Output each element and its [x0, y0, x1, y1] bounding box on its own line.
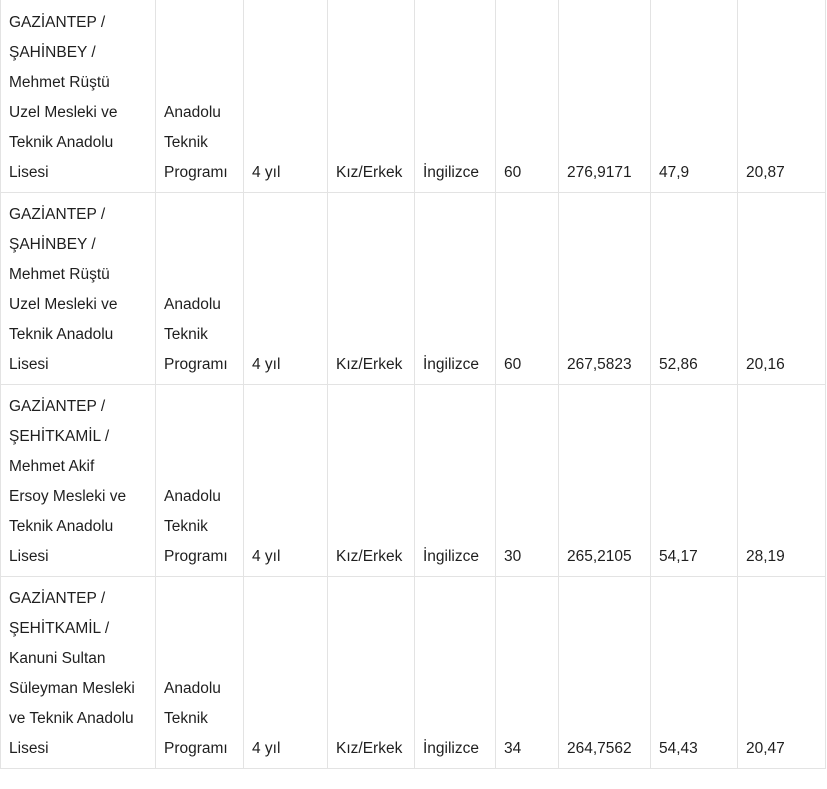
score-cell: 265,2105 [559, 384, 651, 576]
program-type-line: Anadolu [164, 103, 221, 121]
program-type-line: Teknik [164, 517, 208, 535]
program-type-line: Programı [164, 547, 228, 565]
quota-cell: 30 [496, 384, 559, 576]
program-type-line: Programı [164, 739, 228, 757]
program-type-line: Teknik [164, 325, 208, 343]
program-type-line: Programı [164, 355, 228, 373]
quota-cell: 34 [496, 576, 559, 768]
language-cell: İngilizce [415, 0, 496, 192]
school-name-line: GAZİANTEP / [9, 589, 106, 607]
language-cell: İngilizce [415, 192, 496, 384]
program-type-line: Teknik [164, 133, 208, 151]
school-name-line: ŞAHİNBEY / [9, 235, 96, 253]
school-name-line: Lisesi [9, 547, 49, 565]
school-name-line: Lisesi [9, 163, 49, 181]
percentile-cell: 52,86 [651, 192, 738, 384]
language-cell: İngilizce [415, 384, 496, 576]
language-cell: İngilizce [415, 576, 496, 768]
value-cell: 28,19 [738, 384, 826, 576]
school-name-line: Kanuni Sultan [9, 649, 106, 667]
percentile-cell: 47,9 [651, 0, 738, 192]
gender-cell: Kız/Erkek [328, 0, 415, 192]
table-row [1, 0, 826, 192]
value-cell: 20,16 [738, 192, 826, 384]
score-cell: 267,5823 [559, 192, 651, 384]
quota-cell: 60 [496, 192, 559, 384]
program-type-line: Anadolu [164, 487, 221, 505]
gender-cell: Kız/Erkek [328, 192, 415, 384]
school-name-line: Mehmet Rüştü [9, 73, 110, 91]
school-name-line: Uzel Mesleki ve [9, 295, 118, 313]
gender-cell: Kız/Erkek [328, 384, 415, 576]
duration-cell: 4 yıl [244, 192, 328, 384]
school-name-line: ŞAHİNBEY / [9, 43, 96, 61]
school-name-line: Ersoy Mesleki ve [9, 487, 127, 505]
school-name-line: ŞEHİTKAMİL / [9, 619, 110, 637]
school-name-line: GAZİANTEP / [9, 13, 106, 31]
school-name-cell [1, 576, 156, 768]
program-type-line: Anadolu [164, 679, 221, 697]
program-type-line: Programı [164, 163, 228, 181]
school-name-cell [1, 192, 156, 384]
school-name-line: Teknik Anadolu [9, 325, 114, 343]
school-name-line: ve Teknik Anadolu [9, 709, 134, 727]
percentile-cell: 54,43 [651, 576, 738, 768]
school-name-cell [1, 0, 156, 192]
school-name-line: Lisesi [9, 355, 49, 373]
program-type-cell [156, 384, 244, 576]
program-type-cell [156, 0, 244, 192]
school-name-line: Mehmet Akif [9, 457, 95, 475]
school-name-line: Mehmet Rüştü [9, 265, 110, 283]
program-type-cell [156, 192, 244, 384]
school-name-line: Lisesi [9, 739, 49, 757]
percentile-cell: 54,17 [651, 384, 738, 576]
school-name-line: Süleyman Mesleki [9, 679, 135, 697]
duration-cell: 4 yıl [244, 576, 328, 768]
value-cell: 20,87 [738, 0, 826, 192]
table-row [1, 576, 826, 768]
table-row [1, 192, 826, 384]
program-type-line: Anadolu [164, 295, 221, 313]
school-name-line: GAZİANTEP / [9, 205, 106, 223]
school-name-line: GAZİANTEP / [9, 397, 106, 415]
gender-cell: Kız/Erkek [328, 576, 415, 768]
quota-cell: 60 [496, 0, 559, 192]
duration-cell: 4 yıl [244, 0, 328, 192]
school-name-line: ŞEHİTKAMİL / [9, 427, 110, 445]
school-name-line: Uzel Mesleki ve [9, 103, 118, 121]
value-cell: 20,47 [738, 576, 826, 768]
score-cell: 276,9171 [559, 0, 651, 192]
school-name-cell [1, 384, 156, 576]
school-name-line: Teknik Anadolu [9, 133, 114, 151]
program-type-line: Teknik [164, 709, 208, 727]
program-type-cell [156, 576, 244, 768]
table-row [1, 384, 826, 576]
duration-cell: 4 yıl [244, 384, 328, 576]
school-name-line: Teknik Anadolu [9, 517, 114, 535]
score-cell: 264,7562 [559, 576, 651, 768]
